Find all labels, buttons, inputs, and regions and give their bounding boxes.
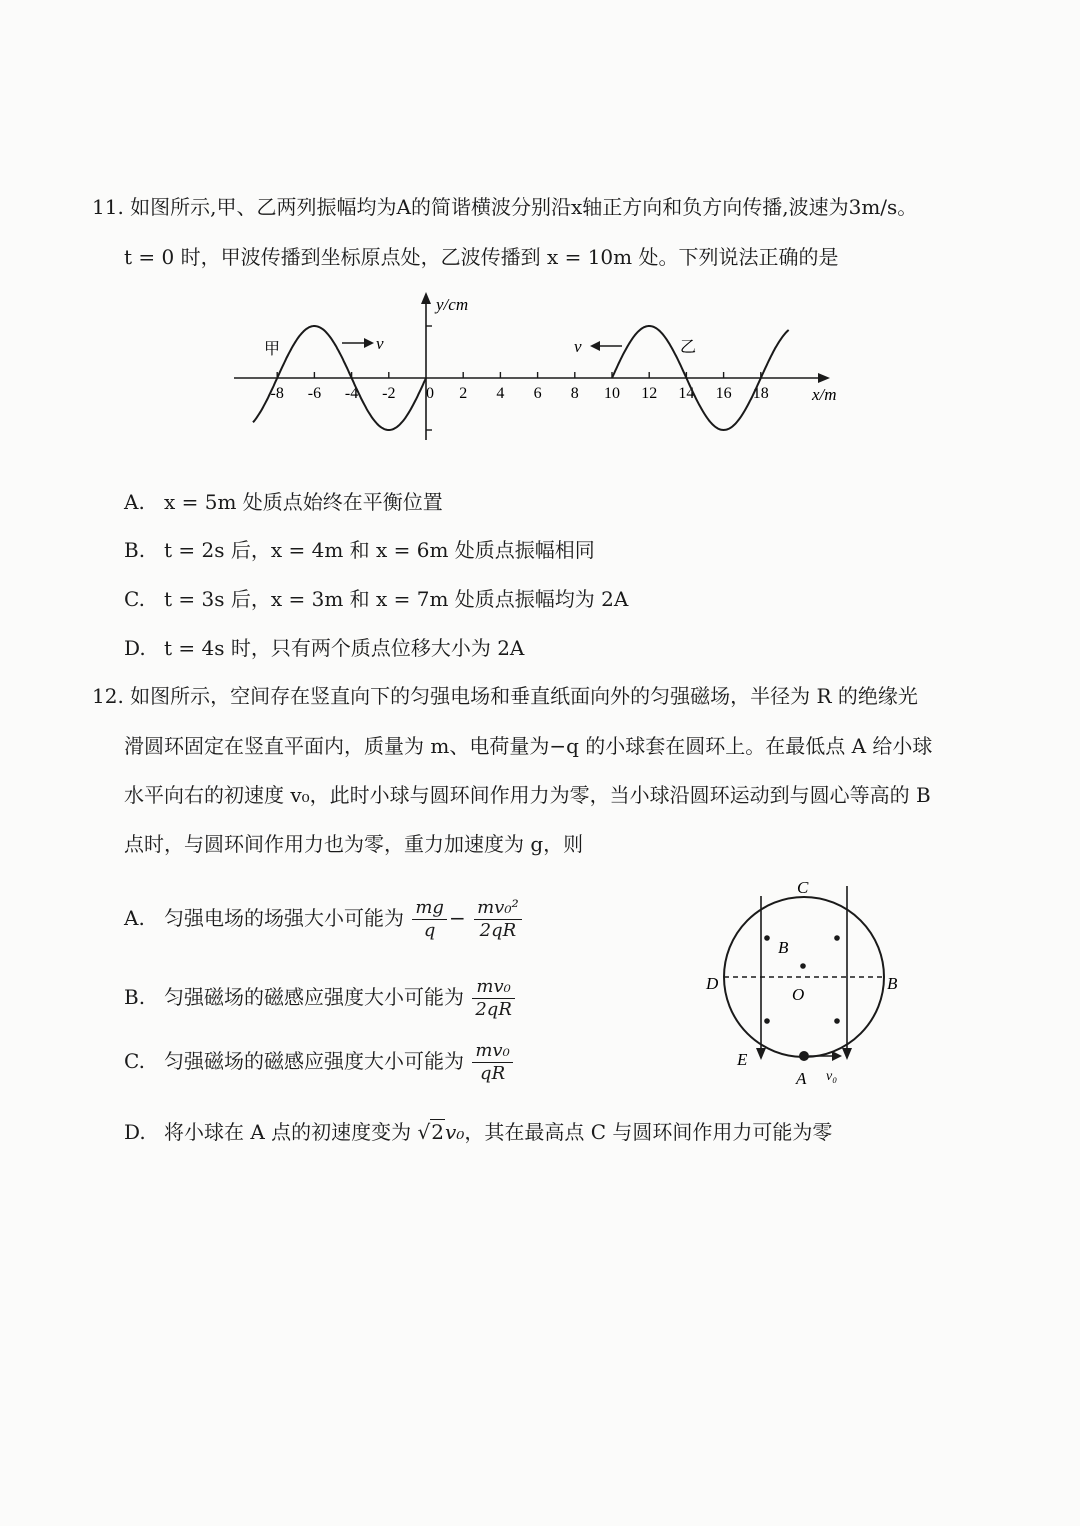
b-field-dot [834,935,840,941]
wave-yi-label: 乙 [680,339,697,356]
fraction-mg-q: $\frac{mg}{q}$ [412,897,447,942]
y-axis-label: y/cm [436,295,469,314]
ring-figure [700,872,915,1092]
fraction-mv0-qR: $\frac{\text{mv₀}}{qR}$ [472,1040,512,1085]
q11-line1: 11. 如图所示,甲、乙两列振幅均为A的简谐横波分别沿x轴正方向和负方向传播,波速为3m/s。 [92,195,918,219]
q12-line3: 水平向右的初速度 v₀，此时小球与圆环间作用力为零，当小球沿圆环运动到与圆心等高的 B [124,783,931,807]
x-axis-arrow [818,373,830,383]
x-tick-label: 14 [678,385,695,402]
x-tick-label: -6 [307,385,322,402]
wave-figure [225,285,860,445]
x-tick-label: 0 [426,385,434,402]
fraction-mv0sq-2qR: $\frac{\text{mv₀²}}{2qR}$ [474,897,522,942]
b-field-dot [764,1018,770,1024]
x-axis-label: x/m [812,385,837,404]
q12-option-a: A. 匀强电场的场强大小可能为 $\frac{mg}{q}$ − $\frac{\text{mv₀²}}{2qR}$ [124,893,524,943]
x-tick-label: 12 [641,385,658,402]
label-d: D [706,974,719,993]
q11-option-a: A. x = 5m 处质点始终在平衡位置 [124,490,443,514]
jia-v-label: v [376,334,384,353]
wave-jia-label: 甲 [264,341,281,358]
label-c: C [797,878,809,897]
y-axis-arrow [421,292,431,304]
x-tick-label: 10 [604,385,620,402]
q12-line1: 12. 如图所示，空间存在竖直向下的匀强电场和垂直纸面向外的匀强磁场，半径为 R 的绝缘光 [92,684,918,708]
label-a: A [796,1069,807,1088]
q12-option-c: C. 匀强磁场的磁感应强度大小可能为 $\frac{\text{mv₀}}{qR}$ [124,1036,515,1086]
x-tick-label: 18 [752,385,769,402]
q12-line4: 点时，与圆环间作用力也为零，重力加速度为 g，则 [124,832,584,856]
center-dot [800,963,806,969]
yi-v-label: v [574,337,582,356]
ball [799,1051,809,1061]
x-tick-label: -8 [270,385,284,402]
q11-option-b: B. t = 2s 后，x = 4m 和 x = 6m 处质点振幅相同 [124,538,595,562]
fraction-mv0-2qR: $\frac{\text{mv₀}}{2qR}$ [472,976,515,1021]
x-tick-label: 2 [459,385,468,402]
label-e: E [737,1050,748,1069]
q11-line2: t = 0 时，甲波传播到坐标原点处，乙波传播到 x = 10m 处。下列说法正确的是 [124,245,839,269]
sqrt-2: √2 [417,1120,445,1144]
label-b-field: B [778,938,789,957]
label-b: B [887,974,898,993]
x-tick-label: 8 [570,385,579,402]
b-field-dot [834,1018,840,1024]
x-tick-label: -2 [382,385,396,402]
q11-option-c: C. t = 3s 后，x = 3m 和 x = 7m 处质点振幅均为 2A [124,587,629,611]
q12-option-d: D. 将小球在 A 点的初速度变为 √2v₀，其在最高点 C 与圆环间作用力可能为零 [124,1120,833,1144]
q12-line2: 滑圆环固定在竖直平面内，质量为 m、电荷量为−q 的小球套在圆环上。在最低点 A 给小球 [124,734,933,758]
q12-option-b: B. 匀强磁场的磁感应强度大小可能为 $\frac{\text{mv₀}}{2qR}$ [124,972,517,1022]
label-o: O [792,985,805,1004]
x-tick-label: 6 [533,385,542,402]
q11-option-d: D. t = 4s 时，只有两个质点位移大小为 2A [124,636,525,660]
b-field-dot [764,935,770,941]
x-tick-label: 16 [715,385,732,402]
x-ticks [271,372,769,402]
x-tick-label: -4 [344,385,359,402]
label-v0: v₀ [826,1069,838,1084]
x-tick-label: 4 [496,385,505,402]
